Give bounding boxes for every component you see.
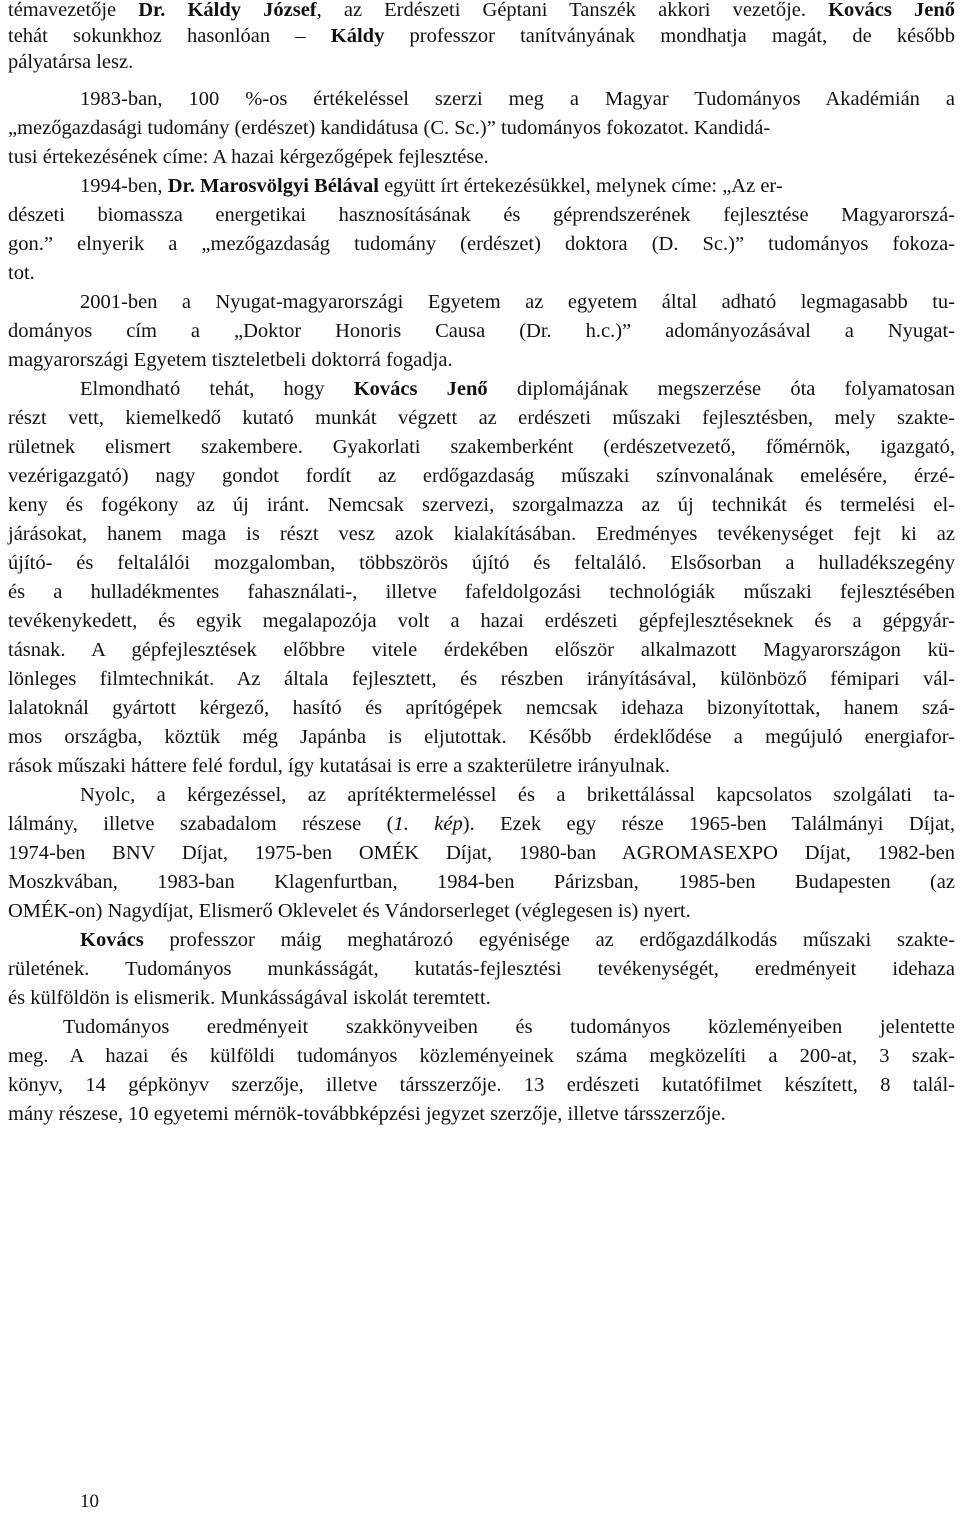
text-line (80, 172, 955, 200)
bold-name: Dr. Káldy József (138, 0, 317, 21)
text-run: újító- és feltalálói mozgalomban, többszörös újító és feltaláló. Elsősorban a hulladékszegény (8, 552, 955, 574)
text-line (8, 1042, 955, 1070)
text-line (8, 22, 955, 50)
text-run: Elmondható tehát, hogy (80, 378, 354, 400)
bold-name: Kovács (80, 929, 144, 951)
text-run: lálmány, illetve szabadalom részese ( (8, 813, 394, 835)
text-run: témavezetője (8, 0, 139, 21)
text-line (8, 752, 955, 780)
text-run: tásnak. A gépfejlesztések előbbre vitele érdekében először alkalmazott Magyarországon kü- (8, 639, 955, 661)
text-run: mos országba, köztük még Japánba is eljutottak. Később érdeklődése a megújuló energiafor- (8, 726, 955, 748)
bold-name: Kovács Jenő (353, 378, 488, 400)
text-line (63, 1013, 955, 1041)
text-run: magyarországi Egyetem tiszteletbeli doktorrá fogadja. (8, 349, 453, 371)
text-run: lalatoknál gyártott kérgező, hasító és aprítógépek nemcsak idehaza bizonyítottak, hanem szá- (8, 697, 955, 719)
text-run: és külföldön is elismerik. Munkásságával iskolát teremtett. (8, 987, 491, 1009)
text-line (8, 897, 955, 925)
text-run: „mezőgazdasági tudomány (erdészet) kandidátusa (C. Sc.)” tudományos fokozatot. Kandidá- (8, 117, 771, 139)
text-run: rületnek elismert szakembere. Gyakorlati szakemberként (erdészetvezető, főmérnök, igazgató, (8, 436, 955, 458)
text-line (8, 1100, 955, 1128)
text-line (8, 665, 955, 693)
text-run: rások műszaki háttere felé fordul, így kutatásai is erre a szakterületre irányulnak. (8, 755, 670, 777)
text-run: diplomájának megszerzése óta folyamatosan (487, 378, 955, 400)
text-run: Moszkvában, 1983-ban Klagenfurtban, 1984-ben Párizsban, 1985-ben Budapesten (az (8, 871, 955, 893)
text-line (8, 955, 955, 983)
text-line (8, 404, 955, 432)
text-run: részt vett, kiemelkedő kutató munkát végzett az erdészeti műszaki fejlesztésben, mely szakte- (8, 407, 955, 429)
text-run: pályatársa lesz. (8, 51, 134, 73)
text-line (8, 578, 955, 606)
text-run: tusi értekezésének címe: A hazai kérgezőgépek fejlesztése. (8, 146, 489, 168)
page-number: 10 (80, 1491, 99, 1512)
bold-name: Kovács Jenő (828, 0, 955, 21)
text-line (8, 346, 955, 374)
text-run: rületének. Tudományos munkásságát, kutatás-fejlesztési tevékenységét, eredményeit idehaza (8, 958, 955, 980)
text-run: dészeti biomassza energetikai hasznosításának és géprendszerének fejlesztése Magyarorszá- (8, 204, 955, 226)
text-run: keny és fogékony az új iránt. Nemcsak szervezi, szorgalmazza az új technikát és termelési el- (8, 494, 955, 516)
text-run: meg. A hazai és külföldi tudományos közleményeinek száma megközelíti a 200-at, 3 szak- (8, 1045, 955, 1067)
text-line (8, 723, 955, 751)
text-run: OMÉK-on) Nagydíjat, Elismerő Oklevelet és Vándorserleget (véglegesen is) nyert. (8, 900, 691, 922)
text-run: 1983-ban, 100 %-os értékeléssel szerzi meg a Magyar Tudományos Akadémián a (80, 88, 955, 110)
text-run: lönleges filmtechnikát. Az általa fejlesztett, és részben irányításával, különböző fémipari vál- (8, 668, 955, 690)
text-run: professzor tanítványának mondhatja magát, de később (384, 25, 955, 47)
text-line (80, 781, 955, 809)
text-run: könyv, 14 gépkönyv szerzője, illetve társszerzője. 13 erdészeti kutatófilmet készített, 8 talál- (8, 1074, 955, 1096)
text-line (8, 259, 955, 287)
text-run: tevékenykedett, és egyik megalapozója volt a hazai erdészeti gépfejlesztéseknek és a gépgyár- (8, 610, 955, 632)
text-line (8, 48, 955, 76)
text-run: ). Ezek egy része 1965-ben Találmányi Díjat, (462, 813, 955, 835)
text-line (8, 694, 955, 722)
text-run: tehát sokunkhoz hasonlóan – (8, 25, 331, 47)
text-line (8, 549, 955, 577)
text-run: 2001-ben a Nyugat-magyarországi Egyetem az egyetem által adható legmagasabb tu- (80, 291, 955, 313)
text-line (8, 984, 955, 1012)
text-line (8, 230, 955, 258)
text-line (8, 868, 955, 896)
text-run: járásokat, hanem maga is részt vesz azok kialakításában. Eredményes tevékenységet fejt ki az (8, 523, 955, 545)
text-line (8, 143, 955, 171)
text-run: gon.” elnyerik a „mezőgazdaság tudomány (erdészet) doktora (D. Sc.)” tudományos fokoza- (8, 233, 955, 255)
bold-name: Káldy (330, 25, 385, 47)
text-line (8, 201, 955, 229)
text-run: professzor máig meghatározó egyénisége az erdőgazdálkodás műszaki szakte- (143, 929, 955, 951)
text-run: dományos cím a „Doktor Honoris Causa (Dr. h.c.)” adományozásával a Nyugat- (8, 320, 955, 342)
text-run: Tudományos eredményeit szakkönyveiben és tudományos közleményeiben jelentette (63, 1016, 955, 1038)
text-line (80, 85, 955, 113)
text-line (8, 491, 955, 519)
text-run: mány részese, 10 egyetemi mérnök-továbbképzési jegyzet szerzője, illetve társszerzője. (8, 1103, 726, 1125)
text-run: együtt írt értekezésükkel, melynek címe: „Az er- (378, 175, 783, 197)
bold-name: Dr. Marosvölgyi Bélával (167, 175, 379, 197)
text-run: , az Erdészeti Géptani Tanszék akkori vezetője. (316, 0, 829, 21)
text-line (8, 462, 955, 490)
text-line (8, 1071, 955, 1099)
text-run: vezérigazgató) nagy gondot fordít az erdőgazdaság műszaki színvonalának emelésére, érzé- (8, 465, 955, 487)
text-line (8, 317, 955, 345)
text-run: és a hulladékmentes fahasználati-, illetve fafeldolgozási technológiák műszaki fejlesztésében (8, 581, 955, 603)
text-line (8, 0, 955, 24)
text-line (80, 375, 955, 403)
text-run: Nyolc, a kérgezéssel, az aprítéktermeléssel és a brikettálással kapcsolatos szolgálati ta- (80, 784, 955, 806)
text-line (8, 433, 955, 461)
text-line (8, 636, 955, 664)
text-line (8, 810, 955, 838)
text-line (80, 926, 955, 954)
text-line (80, 288, 955, 316)
text-run: 1974-ben BNV Díjat, 1975-ben OMÉK Díjat, 1980-ban AGROMASEXPO Díjat, 1982-ben (8, 842, 955, 864)
text-line (8, 520, 955, 548)
text-run: tot. (8, 262, 35, 284)
text-run: 1994-ben, (80, 175, 168, 197)
text-line (8, 839, 955, 867)
text-line (8, 607, 955, 635)
figure-reference: 1. kép (393, 813, 463, 835)
text-line (8, 114, 955, 142)
